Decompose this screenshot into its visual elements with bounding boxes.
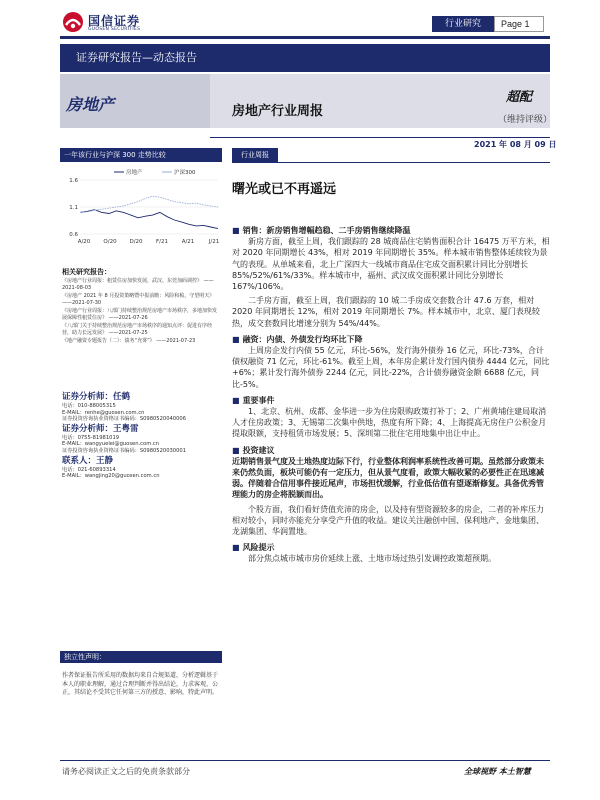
page-number: Page 1 xyxy=(494,16,544,32)
footer-disclaimer: 请务必阅读正文之后的免责条款部分 xyxy=(62,767,190,776)
analyst-heading xyxy=(62,424,222,435)
analyst-cert: 证券投资咨询执业资格证书编码：S0980520030001 xyxy=(62,447,187,454)
y-tick-label: 1.6 xyxy=(69,178,78,184)
section-bullet-icon: ■ xyxy=(232,334,240,344)
legend-label: 沪深300 xyxy=(174,170,196,176)
footer-slogan: 全球视野 本土智慧 xyxy=(464,767,531,776)
section-paragraph: 个股方面，我们看好贷值充沛的房企，以及持有型资源较多的房企，二者的补库压力相对较小，同时亦能充分享受产升值的收益。建议关注融创中国、保利地产、金地集团、龙湖集团、华润置地。 xyxy=(232,504,544,537)
section-paragraph: 1、北京、杭州、成都、金华进一步为住房限购政策打补丁；2、广州黄埔住建局取消人才住房政策；3、无锡第二次集中供地，热度有所下降；4、上海提高无房住户公积金月提取限额，支持租赁市场发展；5、深圳第二批住宅用地集中出让中止。 xyxy=(232,407,547,439)
sector-label: 房地产 xyxy=(66,95,115,114)
y-tick-label: 1.1 xyxy=(69,205,78,211)
legend-label: 房地产 xyxy=(126,170,143,176)
analyst-card xyxy=(62,424,222,455)
section-heading xyxy=(232,445,550,456)
section-paragraph: 二手房方面，截至上周，我们跟踪的 10 城二手房成交套数合计 47.6 万套，相对 2020 年同期增长 12%，相对 2019 年同期增长 7%。样本城市中，北京、厦门表现较热，成交套数同比增速分别为 54%/44%。 xyxy=(232,296,540,328)
y-tick-label: 0.6 xyxy=(69,232,78,238)
section-paragraph: 新房方面，截至上周，我们跟踪的 28 城商品住宅销售面积合计 16475 万平方米，相对 2020 年同期增长 43%，相对 2019 年同期增长 35%。样本城市销售整体延续较为景气的表现。从单城来看，北上广深四大一线城市商品住宅成交面积累计同比分别增长 85%/52%/61%/33%。样本城市中，福州、武汉成交面积累计同比分别增长 167%/106%。 xyxy=(232,237,550,292)
analyst-name: 王静 xyxy=(96,455,114,466)
section-bullet-icon: ■ xyxy=(232,445,240,455)
logo-english-text: GUOSEN SECURITIES xyxy=(88,27,141,32)
disclaimer-title: 独立性声明： xyxy=(60,651,222,663)
analyst-phone: 电话：021-60893314 xyxy=(62,466,116,473)
related-reports-title: 相关研究报告： xyxy=(62,268,111,276)
section-heading xyxy=(232,542,550,553)
report-category: 行业研究 xyxy=(432,16,494,32)
analyst-role: 证券分析师： xyxy=(62,392,114,402)
section-heading xyxy=(232,225,550,236)
analyst-phone: 电话：0755-81981019 xyxy=(62,434,120,441)
main-section-tag: 行业周报 xyxy=(232,148,278,162)
related-report-item: 《房地产 2021 年 8 月投资策略暨中报前瞻：风险和梳，守望明天》 ——2021-07-30 xyxy=(62,293,215,306)
x-tick-label: F/21 xyxy=(155,239,169,245)
section-heading xyxy=(232,395,550,406)
series-line xyxy=(80,210,218,229)
analyst-name: 王粤雷 xyxy=(113,423,139,434)
section-bullet-icon: ■ xyxy=(232,543,240,553)
chart-title: 一年该行业与沪深 300 走势比较 xyxy=(60,148,222,162)
series-line xyxy=(80,196,218,212)
guosen-logo-icon xyxy=(62,11,84,33)
section-highlight-paragraph: 近期销售景气度及土地热度边际下行，行业整体利润率系统性改善可期。虽然部分政策未来仍然负面，板块可能仍有一定压力，但从景气度看，政策大幅收紧的必要性正在迅速减弱。伴随着合信用事件接近尾声，市场担忧缓解，行业低估值有望逐渐修复。具备优秀管理能力的房企将脱颖而出。 xyxy=(232,456,544,500)
rating-status: （维持评级） xyxy=(498,115,553,125)
analyst-heading xyxy=(62,392,222,403)
logo-text: 国信证券 xyxy=(88,14,141,28)
analyst-heading xyxy=(62,456,222,467)
related-report-item: 《八部门关于持续整治规范房地产市场秩序的通知点评：促进有序经营，助力长远发展》 ——2021-07-25 xyxy=(62,323,213,336)
x-tick-label: J/21 xyxy=(208,239,220,245)
performance-chart xyxy=(62,164,222,246)
analyst-contacts xyxy=(62,392,222,481)
analyst-email: E-MAIL：wangyuelei@guosen.com.cn xyxy=(62,441,160,448)
section-title: 融资：内债、外债发行均环比下降 xyxy=(242,334,363,344)
section-bullet-icon: ■ xyxy=(232,395,240,405)
section-title: 投资建议 xyxy=(242,445,275,455)
section-title: 风险提示 xyxy=(242,543,275,553)
section-title: 重要事件 xyxy=(242,395,275,405)
analyst-phone: 电话：010-88005315 xyxy=(62,403,116,409)
related-report-item: 《房地产行业周报：八部门持续整治规范房地产市场秩序，多地加快发展保障性租赁住房》 ——2021-07-26 xyxy=(62,308,218,321)
section-paragraph: 上周房企发行内债 55 亿元，环比-56%，发行海外债券 16 亿元，环比-73%，合计债权融资 71 亿元，环比-61%。截至上周，本年房企累计发行国内债券 4444 亿元，同比+6%；累计发行海外债券 2244 亿元，同比-22%，合计债券融资金额 6688 亿元，同比-5%。 xyxy=(232,346,550,389)
section-paragraph: 部分焦点城市城市房价延续上涨、土地市场过热引发调控政策超预期。 xyxy=(248,554,496,564)
section-bullet-icon: ■ xyxy=(232,226,240,235)
analyst-cert: 证券投资咨询执业资格证书编码：S0980520040006 xyxy=(62,416,187,423)
x-tick-label: O/20 xyxy=(103,239,117,245)
analyst-card xyxy=(62,392,222,423)
analyst-email: E-MAIL：renhe@guosen.com.cn xyxy=(62,409,145,416)
report-type-banner: 证券研究报告—动态报告 xyxy=(60,44,550,72)
related-report-item: 《房地产行业周报：租赁住房加快发展，武汉、东莞加码调控》 ——2021-08-03 xyxy=(62,278,214,291)
main-body xyxy=(232,220,550,568)
x-tick-label: A/20 xyxy=(77,239,91,245)
disclaimer-text: 作者保证报告所采用的数据均来自合规渠道，分析逻辑基于本人的职业理解，通过合理判断并得出结论，力求客观、公正，其结论不受其它任何第三方的授意、影响，特此声明。 xyxy=(62,672,219,696)
related-reports-list xyxy=(62,278,220,346)
analyst-card xyxy=(62,456,222,480)
footer-divider xyxy=(60,760,550,761)
analyst-name: 任鹤 xyxy=(113,392,131,402)
section-heading xyxy=(232,334,550,345)
analyst-email: E-MAIL：wangjing20@guosen.com.cn xyxy=(62,473,160,480)
x-tick-label: A/21 xyxy=(181,239,195,245)
headline: 曙光或已不再遥远 xyxy=(232,182,337,197)
x-tick-label: D/20 xyxy=(129,239,143,245)
date-divider xyxy=(210,137,550,138)
related-report-item: 《地产融资专题报告（二）：债务“充雾”》 ——2021-07-23 xyxy=(62,338,196,344)
analyst-role: 联系人： xyxy=(62,455,97,466)
main-divider xyxy=(232,162,550,163)
header-divider xyxy=(60,36,550,39)
company-logo xyxy=(62,10,162,36)
report-date: 2021 年 08 月 09 日 xyxy=(474,140,557,149)
report-title: 房地产行业周报 xyxy=(232,104,324,119)
rating-label: 超配 xyxy=(506,90,533,105)
section-title: 销售：新房销售增幅趋稳、二手房销售继续降温 xyxy=(242,226,411,235)
analyst-role: 证券分析师： xyxy=(62,423,114,434)
